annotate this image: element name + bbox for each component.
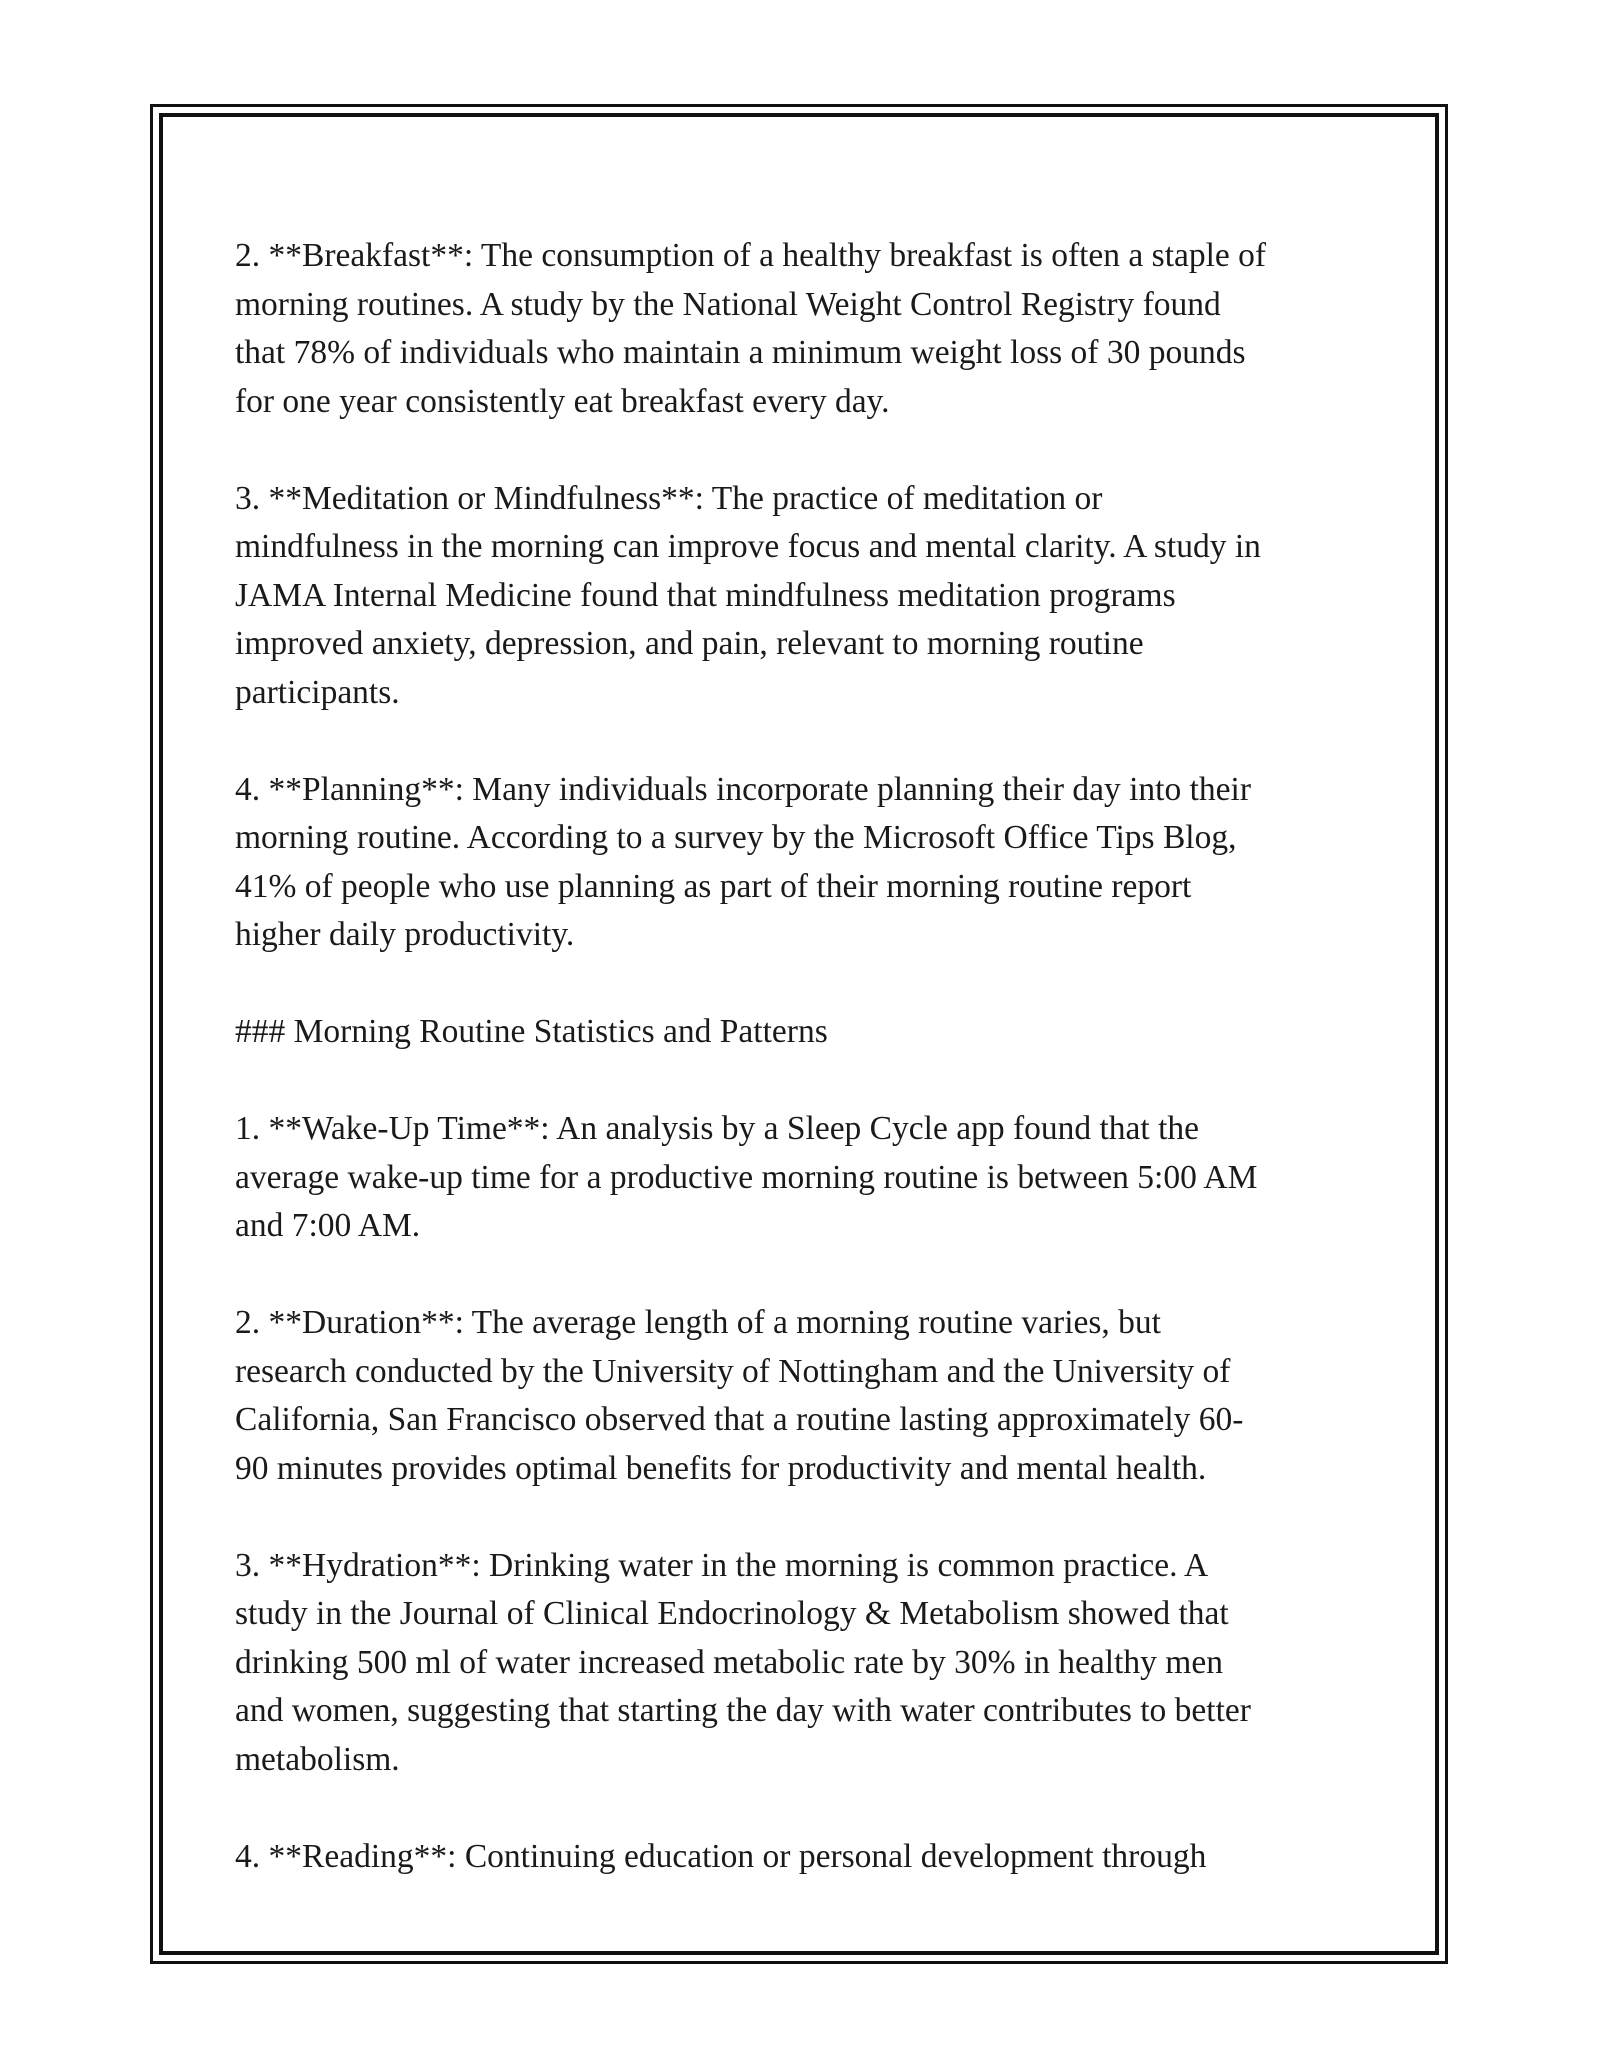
paragraph-reading: 4. **Reading**: Continuing education or personal development through bbox=[235, 1837, 1207, 1875]
paragraph-hydration: 3. **Hydration**: Drinking water in the morning is common practice. A study in the Journal of Clinical Endocrinology & Metabolism showed that drinking 500 ml of water increased metabolic rate by 30% in healthy men and women, suggesting that starting the day with water contributes to better metabolism. bbox=[235, 1546, 1251, 1778]
paragraph-duration: 2. **Duration**: The average length of a morning routine varies, but research conducted by the University of Nottingham and the University of California, San Francisco observed that a routine lasting approximately 60- 90 minutes provides optimal benefits for productivity and mental health. bbox=[235, 1304, 1244, 1487]
paragraph-meditation: 3. **Meditation or Mindfulness**: The practice of meditation or mindfulness in the morning can improve focus and mental clarity. A study in JAMA Internal Medicine found that mindfulness meditation programs improved anxiety, depression, and pain, relevant to morning routine participants. bbox=[235, 479, 1261, 711]
paragraph-planning: 4. **Planning**: Many individuals incorporate planning their day into their morning routine. According to a survey by the Microsoft Office Tips Blog, 41% of people who use planning as part of their morning routine report higher daily productivity. bbox=[235, 770, 1251, 953]
paragraph-wake-up-time: 1. **Wake-Up Time**: An analysis by a Sleep Cycle app found that the average wake-up time for a productive morning routine is between 5:00 AM and 7:00 AM. bbox=[235, 1110, 1258, 1244]
section-heading: ### Morning Routine Statistics and Patterns bbox=[235, 1013, 828, 1050]
paragraph-breakfast: 2. **Breakfast**: The consumption of a healthy breakfast is often a staple of morning routines. A study by the National Weight Control Registry found that 78% of individuals who maintain a minimum weight loss of 30 pounds for one year consistently eat breakfast every day. bbox=[235, 237, 1267, 420]
document-body bbox=[235, 232, 1375, 1881]
